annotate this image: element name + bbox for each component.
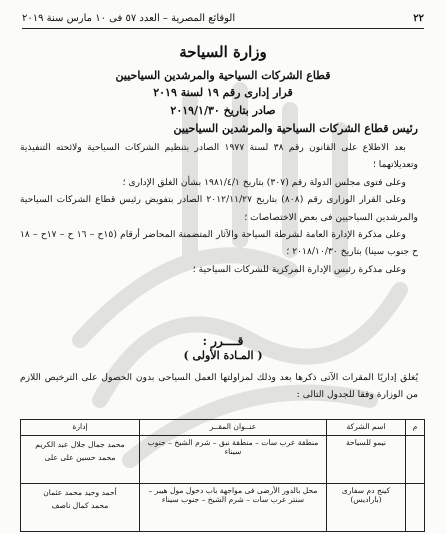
row-number: [406, 484, 425, 532]
article-paragraph: يُغلق إداريًا المقرات الآتى ذكرها بعد وذلك لمزاولتها العمل السياحى بدون الحصول على الترخيص اللازم من الوزارة وفقا للجدول التالى :: [20, 372, 418, 400]
company-address: منطقة عرب سات – منطقة نبق – شرم الشيخ – جنوب سيناء: [140, 436, 327, 484]
table-row: [21, 484, 425, 532]
preamble-paragraph: وعلى القرار الوزارى رقم (٨٠٨) بتاريخ ٢٠١٢/١١/٢٧ الصادر بتفويض رئيس قطاع الشركات السياحية والمرشدين السياحيين فى بعض الاختصاصات ؛: [20, 194, 418, 223]
table-row: [21, 436, 425, 484]
article-text: [20, 370, 418, 403]
preamble-paragraph: وعلى مذكرة رئيس الإدارة المركزية للشركات السياحية ؛: [192, 263, 406, 275]
decree-number: قرار إدارى رقم ١٩ لسنة ٢٠١٩: [153, 86, 293, 99]
sector-title: قطاع الشركات السياحية والمرشدين السياحيين: [115, 69, 331, 82]
decision-heading: قــــرر :: [202, 334, 244, 348]
company-address: محل بالدور الأرضى فى مواجهة باب دخول مول هيبر – سنتر عرب سات – شرم الشيخ – جنوب سيناء: [140, 484, 327, 532]
companies-table: [20, 419, 425, 532]
col-header-address: عنــوان المقــر: [140, 420, 327, 436]
preamble-paragraph: بعد الاطلاع على القانون رقم ٣٨ لسنة ١٩٧٧ الصادر بتنظيم الشركات السياحية ولائحته التنفيذية وتعديلاتهما ؛: [20, 142, 418, 171]
admin-name: محمد حسين على على: [44, 453, 116, 462]
admin-name: محمد جمال جلال عبد الكريم: [35, 440, 125, 449]
running-header: [22, 10, 424, 26]
issue-date: صادر بتاريخ ٢٠١٩/١/٣٠: [170, 104, 276, 117]
ministry-title: وزارة السياحة: [179, 43, 267, 61]
preamble: [20, 139, 418, 278]
company-admin: [21, 484, 140, 532]
company-admin: [21, 436, 140, 484]
page-number: ٢٢: [413, 12, 424, 24]
admin-name: محمد كمال ناصف: [51, 501, 109, 510]
col-header-company: اسم الشركة: [327, 420, 406, 436]
col-header-admin: إدارة: [21, 420, 140, 436]
header-rule: [22, 28, 424, 29]
admin-name: أحمد وحيد محمد عثمان: [43, 488, 117, 497]
preamble-paragraph: وعلى فتوى مجلس الدولة رقم (٣٠٧) بتاريخ ١٩٨١/٤/١ بشأن الغلق الإدارى ؛: [122, 176, 406, 188]
col-header-number: م: [406, 420, 425, 436]
table-header-row: [21, 420, 425, 436]
journal-line: الوقائع المصرية – العدد ٥٧ فى ١٠ مارس سنة ٢٠١٩: [22, 12, 236, 24]
preamble-paragraph: وعلى مذكرة الإدارة العامة لشرطة السياحة والآثار المتضمنة المحاضر أرقام (١٥ح – ١٦ ح – ١٧ح – ١٨ ح جنوب سينا) بتاريخ ٢٠١٨/١٠/٣٠ ؛: [20, 229, 418, 258]
company-name: نيمو للسياحة: [327, 436, 406, 484]
issuer-title: رئيس قطاع الشركات السياحية والمرشدين السياحيين: [173, 122, 418, 135]
company-name: كينج دم سفارى (باراديس): [327, 484, 406, 532]
article-title: ( المـادة الأولى ): [183, 349, 263, 362]
row-number: [406, 436, 425, 484]
